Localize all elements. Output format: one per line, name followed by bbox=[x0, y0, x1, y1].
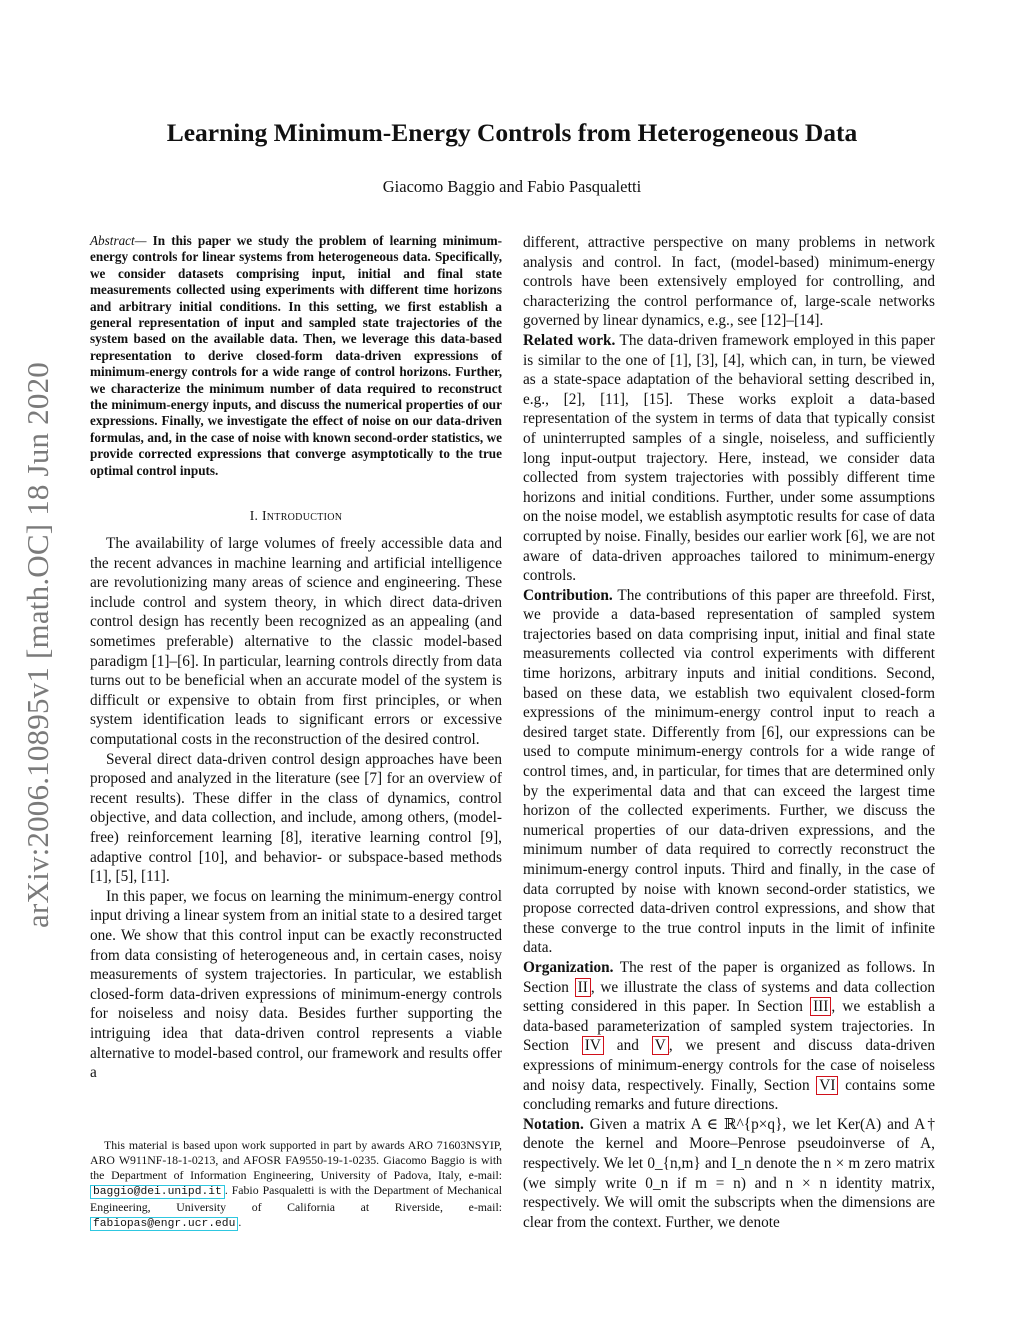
email-link-pasqualetti[interactable]: fabiopas@engr.ucr.edu bbox=[90, 1217, 238, 1231]
section-link-ii[interactable]: II bbox=[575, 978, 591, 997]
section-link-vi[interactable]: VI bbox=[816, 1076, 838, 1095]
section-heading-introduction: I. Introduction bbox=[249, 508, 343, 524]
left-column bbox=[90, 233, 502, 1083]
contribution-paragraph: Contribution. The contributions of this paper are threefold. First, we provide a data-based representation of sampled system trajectories based on data comprising input, initial and final state measurements collected via control experiments with different time horizons, arbitrary inputs and initial conditions. Second, based on these data, we establish two equivalent closed-form expressions of the minimum-energy control input to reach a desired target state. Differently from [6], our expressions can be used to compute minimum-energy controls for a wide range of control times, and, in particular, for times that are determined only by the experimental data and that can exceed the largest time horizon of the collected experiments. Further, we discuss the numerical properties of our data-driven expressions, and the minimum number of data required to correctly reconstruct the minimum-energy control inputs. Third and finally, in the case of data corrupted by noise with known second-order statistics, we propose corrected data-driven control expressions, and show that these converge to the true control inputs in the limit of infinite data. bbox=[523, 586, 935, 957]
abstract bbox=[90, 233, 502, 479]
intro-paragraph: The availability of large volumes of freely accessible data and the recent advances in machine learning and artificial intelligence are revolutionizing many areas of science and engineering. These include control and system theory, in which direct data-driven control design has recently been recognized as an appealing (and sometimes preferable) alternative to the classic model-based paradigm [1]–[6]. In particular, learning controls directly from data turns out to be beneficial when an accurate model of the system is difficult or expensive to obtain from first principles, or when system identification leads to significant errors or excessive computational costs in the reconstruction of the desired control. bbox=[90, 535, 502, 749]
intro-paragraph: In this paper, we focus on learning the minimum-energy control input driving a linear system from an initial state to a desired target one. We show that this control input can be exactly reconstructed from data consisting of heterogeneous and, in certain cases, noisy measurements of system trajectories. In particular, we establish closed-form data-driven expressions of minimum-energy controls for noiseless and noisy data. Besides further supporting the intriguing idea that data-driven control represents a viable alternative to model-based control, our framework and results offer a bbox=[90, 887, 502, 1082]
section-link-v[interactable]: V bbox=[652, 1036, 669, 1055]
organization-heading: Organization. bbox=[523, 958, 614, 976]
email-link-baggio[interactable]: baggio@dei.unipd.it bbox=[90, 1185, 225, 1199]
related-work-paragraph: Related work. The data-driven framework employed in this paper is similar to the one of [1], [3], [4], which can, in turn, be viewed as a state-space adaptation of the behavioral setting described in, e.g., [2], [11], [15]. These works exploit a data-based representation of the system in terms of data that typically consist of uninterrupted samples of a single, noiseless, and sufficiently long input-output trajectory. Here, instead, we consider data collected from system trajectories with possibly different time horizons and initial conditions. Further, under some assumptions on the noise model, we establish asymptotic results for case of data corrupted by noise. Finally, besides our earlier work [6], we are not aware of data-driven approaches tailored to minimum-energy controls. bbox=[523, 331, 935, 585]
notation-heading: Notation. bbox=[523, 1115, 584, 1133]
intro-paragraph: Several direct data-driven control design approaches have been proposed and analyzed in the literature (see [7] for an overview of recent results). These differ in the class of dynamics, control objective, and data collection, and include, among others, (model-free) reinforcement learning [8], iterative learning control [9], adaptive control [10], and behavior- or subspace-based methods [1], [5], [11]. bbox=[90, 750, 502, 886]
paper-title: Learning Minimum-Energy Controls from Heterogeneous Data bbox=[166, 118, 858, 147]
section-link-iii[interactable]: III bbox=[810, 997, 831, 1016]
contribution-heading: Contribution. bbox=[523, 586, 613, 604]
footnote: This material is based upon work supported in part by awards ARO 71603NSYIP, ARO W911NF-18-1-0213, and AFOSR FA9550-19-1-0235. Giacomo Baggio is with the Department of Information Engineering, University of Padova, Italy, e-mail: baggio@dei.unipd.it . Fabio Pasqualetti is with the Department of Mechanical Engineering, University of California at Riverside, e-mail: fabiopas@engr.ucr.edu . bbox=[90, 1138, 502, 1230]
arxiv-id: arXiv:2006.10895v1 [math.OC] 18 Jun 2020 bbox=[19, 362, 55, 928]
abstract-text: In this paper we study the problem of learning minimum-energy controls for linear systems from heterogeneous data. Specifically, we consider datasets comprising input, initial and final state measurements collected using experiments with different time horizons and arbitrary initial conditions. In this setting, we first establish a general representation of input and sampled state trajectories of the system based on the available data. Then, we leverage this data-based representation to derive closed-form data-driven expressions of minimum-energy controls for a wide range of control horizons. Further, we characterize the minimum number of data required to reconstruct the minimum-energy inputs, and discuss the numerical properties of our expressions. Finally, we investigate the effect of noise on our data-driven formulas, and, in the case of noise with known second-order statistics, we provide corrected expressions that converge asymptotically to the true optimal control inputs. bbox=[90, 233, 502, 478]
organization-paragraph: Organization. The rest of the paper is organized as follows. In Section II , we illustrate the class of systems and data collection setting considered in this paper. In Section III , we establish a data-based parameterization of sampled system trajectories. In Section IV and V , we present and discuss data-driven expressions of minimum-energy controls for the case of noiseless and noisy data, respectively. Finally, Section VI contains some concluding remarks and future directions. bbox=[523, 958, 935, 1114]
section-link-iv[interactable]: IV bbox=[582, 1036, 604, 1055]
notation-paragraph: Notation. Given a matrix A ∈ ℝ^{p×q}, we let Ker(A) and A† denote the kernel and Moore–Penrose pseudoinverse of A, respectively. We let 0_{n,m} and I_n denote the n × m zero matrix (we simply write 0_n if m = n) and n × n identity matrix, respectively. We will omit the subscripts when the dimensions are clear from the context. Further, we denote bbox=[523, 1115, 935, 1231]
right-column bbox=[523, 233, 935, 1232]
body-paragraph: different, attractive perspective on many problems in network analysis and control. In fact, (model-based) minimum-energy controls have been extensively employed for controlling, and characterizing the control performance of, large-scale networks governed by linear dynamics, e.g., see [12]–[14]. bbox=[523, 234, 935, 330]
paper-authors: Giacomo Baggio and Fabio Pasqualetti bbox=[382, 177, 642, 196]
arxiv-stamp bbox=[10, 330, 65, 960]
abstract-label: Abstract— bbox=[90, 233, 147, 248]
related-work-heading: Related work. bbox=[523, 331, 616, 349]
